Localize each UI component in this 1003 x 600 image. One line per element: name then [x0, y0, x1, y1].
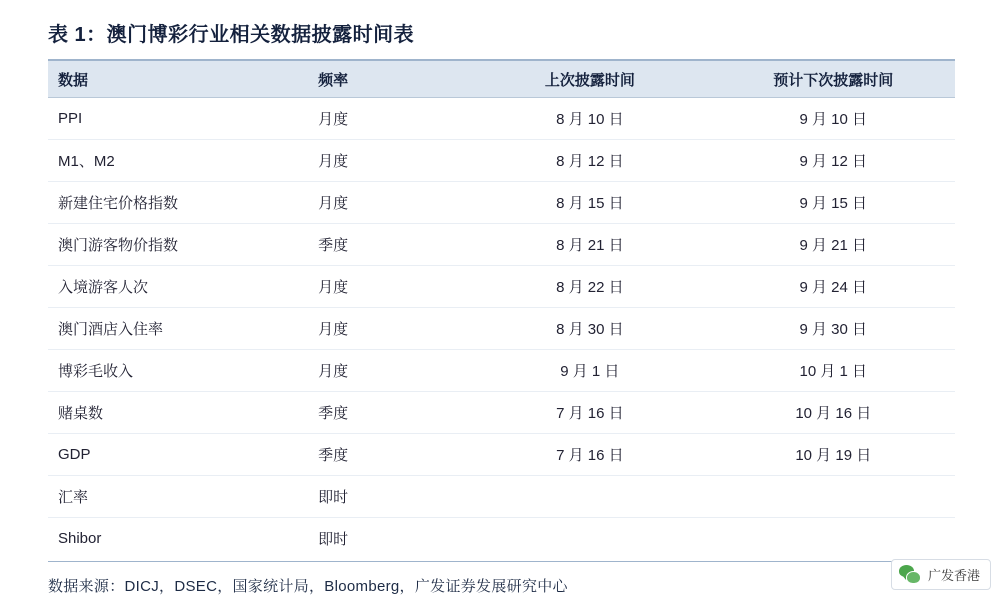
cell-frequency: 即时	[308, 476, 468, 518]
column-header-last-disclosure: 上次披露时间	[468, 61, 711, 98]
cell-name: 入境游客人次	[48, 266, 308, 308]
cell-next-disclosure: 9 月 30 日	[712, 308, 955, 350]
cell-name: PPI	[48, 98, 308, 140]
table-body	[48, 98, 955, 560]
cell-name: GDP	[48, 434, 308, 476]
cell-name: 汇率	[48, 476, 308, 518]
cell-frequency: 月度	[308, 182, 468, 224]
cell-name: 澳门游客物价指数	[48, 224, 308, 266]
table-row	[48, 182, 955, 224]
cell-next-disclosure: 10 月 1 日	[712, 350, 955, 392]
cell-frequency: 月度	[308, 98, 468, 140]
cell-frequency: 即时	[318, 531, 349, 548]
cell-frequency: 季度	[308, 434, 468, 476]
cell-last-disclosure	[468, 518, 711, 560]
table-row	[48, 98, 955, 140]
table-row	[48, 140, 955, 182]
cell-name: 博彩毛收入	[48, 350, 308, 392]
page-title: 表 1：澳门博彩行业相关数据披露时间表	[48, 24, 415, 46]
cell-last-disclosure: 7 月 16 日	[468, 434, 711, 476]
table-row	[48, 350, 955, 392]
table-row	[48, 476, 955, 518]
column-header-next-disclosure: 预计下次披露时间	[712, 61, 955, 98]
table-row	[48, 518, 955, 560]
wechat-icon	[899, 565, 921, 584]
cell-last-disclosure: 8 月 22 日	[468, 266, 711, 308]
cell-name: Shibor	[58, 530, 102, 547]
cell-next-disclosure: 9 月 15 日	[712, 182, 955, 224]
table-row	[48, 224, 955, 266]
cell-next-disclosure: 10 月 16 日	[712, 392, 955, 434]
cell-last-disclosure: 8 月 30 日	[468, 308, 711, 350]
cell-last-disclosure: 8 月 21 日	[468, 224, 711, 266]
cell-name: 新建住宅价格指数	[48, 182, 308, 224]
cell-frequency: 月度	[308, 308, 468, 350]
cell-next-disclosure: 9 月 12 日	[712, 140, 955, 182]
cell-last-disclosure: 7 月 16 日	[468, 392, 711, 434]
wechat-account-name: 广发香港	[927, 568, 980, 583]
table-row	[48, 266, 955, 308]
cell-last-disclosure: 8 月 10 日	[468, 98, 711, 140]
source-note: 数据来源：DICJ，DSEC，国家统计局，Bloomberg，广发证券发展研究中心	[48, 578, 568, 595]
cell-next-disclosure: 9 月 21 日	[712, 224, 955, 266]
table-header-row	[48, 61, 955, 98]
wechat-account-badge	[891, 559, 991, 590]
column-header-name: 数据	[48, 61, 308, 98]
cell-next-disclosure	[712, 476, 955, 518]
cell-next-disclosure	[712, 518, 955, 560]
cell-last-disclosure: 8 月 15 日	[468, 182, 711, 224]
cell-frequency: 季度	[308, 392, 468, 434]
cell-next-disclosure: 9 月 10 日	[712, 98, 955, 140]
table-row	[48, 434, 955, 476]
column-header-frequency: 频率	[308, 61, 468, 98]
disclosure-schedule-table	[48, 61, 955, 559]
cell-frequency: 月度	[308, 140, 468, 182]
cell-next-disclosure: 9 月 24 日	[712, 266, 955, 308]
cell-frequency: 季度	[308, 224, 468, 266]
cell-name: 澳门酒店入住率	[48, 308, 308, 350]
table-row	[48, 392, 955, 434]
cell-name: 赌桌数	[48, 392, 308, 434]
cell-next-disclosure: 10 月 19 日	[712, 434, 955, 476]
cell-last-disclosure: 8 月 12 日	[468, 140, 711, 182]
cell-last-disclosure	[468, 476, 711, 518]
cell-frequency: 月度	[308, 266, 468, 308]
cell-frequency: 月度	[308, 350, 468, 392]
cell-name: M1、M2	[48, 140, 308, 182]
table-header	[48, 61, 955, 98]
table-row	[48, 308, 955, 350]
cell-last-disclosure: 9 月 1 日	[468, 350, 711, 392]
